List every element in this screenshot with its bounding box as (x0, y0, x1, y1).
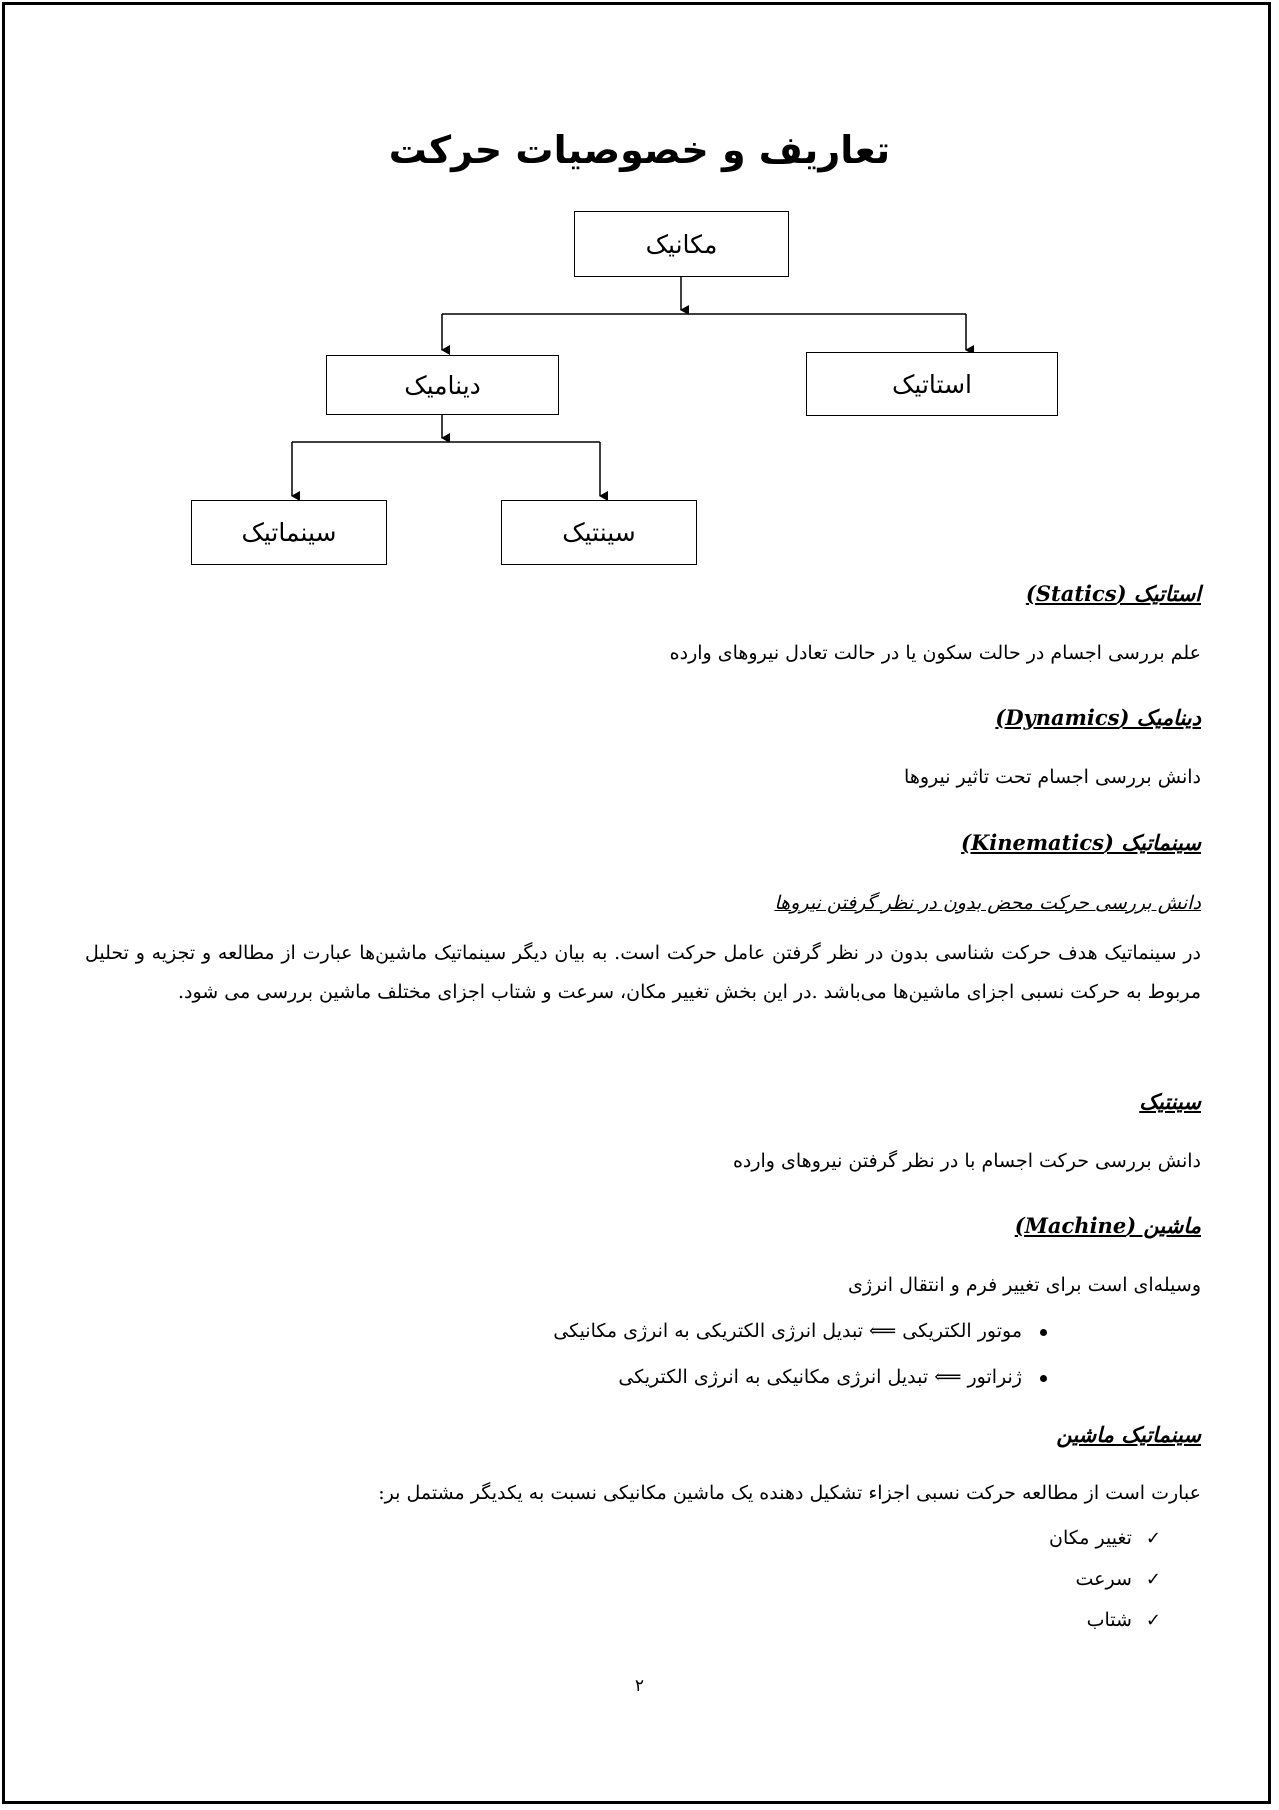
list-item: ✓شتاب (1087, 1607, 1161, 1634)
dynamics-heading: دینامیک (Dynamics) (995, 705, 1201, 730)
checkmark-icon: ✓ (1145, 1569, 1161, 1590)
kinematics-paragraph: در سینماتیک هدف حرکت شناسی بدون در نظر گرفتن عامل حرکت است. به بیان دیگر سینماتیک ماشین‌ها عبارت از مطالعه و تجزیه و تحلیل مربوط به حرکت نسبی اجزای ماشین‌ها می‌باشد .در این بخش تغییر مکان، سرعت و شتاب اجزای مختلف ماشین بررسی می شود. (85, 942, 1201, 1003)
list-item: ✓تغییر مکان (1049, 1525, 1161, 1552)
kinematics-subtitle: دانش بررسی حرکت محض بدون در نظر گرفتن نیروها (774, 892, 1201, 914)
box-kinetics: سینتیک (501, 500, 697, 565)
kinetics-text: دانش بررسی حرکت اجسام با در نظر گرفتن نیروهای وارده (732, 1150, 1201, 1172)
bullet-dot-icon (1040, 1329, 1047, 1336)
box-mechanics: مکانیک (574, 211, 789, 277)
box-dynamics: دینامیک (326, 355, 559, 415)
machine-kinematics-heading: سینماتیک ماشین (1056, 1422, 1201, 1447)
page-title: تعاریف و خصوصیات حرکت (388, 128, 891, 172)
page-number: ۲ (634, 1676, 645, 1696)
checkmark-icon: ✓ (1145, 1610, 1161, 1631)
dynamics-text: دانش بررسی اجسام تحت تاثیر نیروها (904, 766, 1201, 788)
kinematics-heading: سینماتیک (Kinematics) (961, 830, 1201, 855)
box-statics: استاتیک (806, 352, 1058, 416)
statics-heading: استاتیک (Statics) (1025, 581, 1201, 606)
statics-text: علم بررسی اجسام در حالت سکون یا در حالت تعادل نیروهای وارده (669, 642, 1201, 664)
kinetics-heading: سینتیک (1139, 1089, 1201, 1114)
hierarchy-connectors (0, 0, 1279, 580)
checkmark-icon: ✓ (1145, 1528, 1161, 1549)
list-item: موتور الکتریکی ⟸ تبدیل انرژی الکتریکی به انرژی مکانیکی (553, 1318, 1047, 1344)
machine-kinematics-text: عبارت است از مطالعه حرکت نسبی اجزاء تشکیل دهنده یک ماشین مکانیکی نسبت به یکدیگر مشتمل بر: (378, 1482, 1201, 1504)
bullet-dot-icon (1040, 1375, 1047, 1382)
list-item: ✓سرعت (1076, 1566, 1162, 1593)
machine-heading: ماشین (Machine) (1014, 1213, 1201, 1238)
box-kinematics: سینماتیک (191, 500, 387, 565)
list-item: ژنراتور ⟸ تبدیل انرژی مکانیکی به انرژی الکتریکی (618, 1364, 1047, 1390)
machine-text: وسیله‌ای است برای تغییر فرم و انتقال انرژی (847, 1274, 1201, 1296)
